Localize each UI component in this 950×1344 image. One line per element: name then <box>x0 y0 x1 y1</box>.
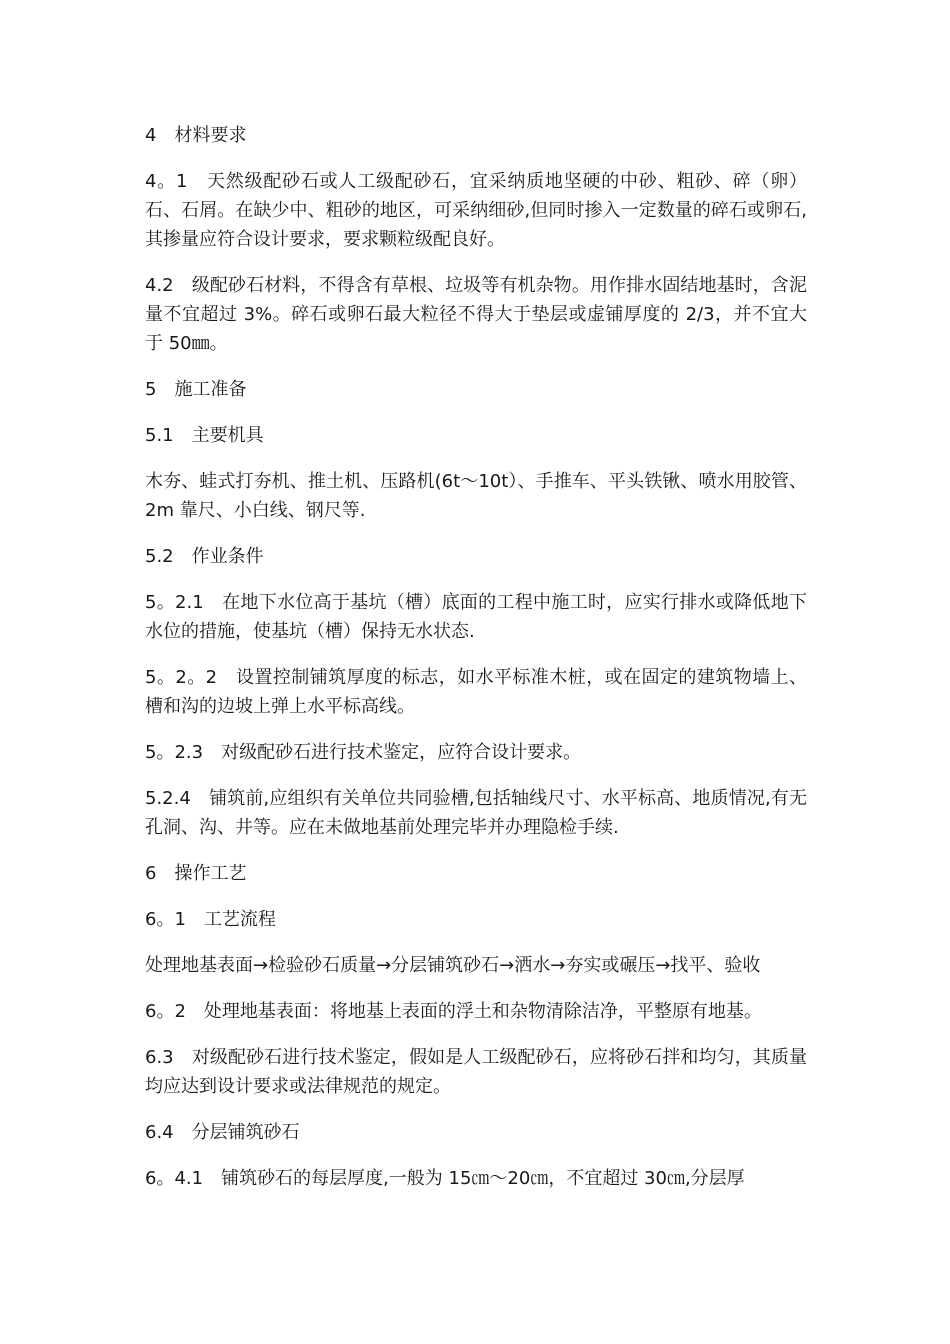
paragraph-5-1-tools: 木夯、蛙式打夯机、推土机、压路机(6t～10t）、手推车、平头铁锹、喷水用胶管、2m 靠尺、小白线、钢尺等. <box>145 471 807 521</box>
subheading-6-4: 6.4 分层铺筑砂石 <box>145 1122 300 1143</box>
paragraph-4-2: 4.2 级配砂石材料，不得含有草根、垃圾等有机杂物。用作排水固结地基时，含泥量不宜超过 3%。碎石或卵石最大粒径不得大于垫层或虚铺厚度的 2/3，并不宜大于 50㎜。 <box>145 275 807 354</box>
section-heading-5: 5 施工准备 <box>145 379 247 400</box>
subheading-5-2: 5.2 作业条件 <box>145 546 264 567</box>
paragraph-6-4-1: 6。4.1 铺筑砂石的每层厚度,一般为 15㎝～20㎝，不宜超过 30㎝,分层厚 <box>145 1168 745 1189</box>
section-heading-4: 4 材料要求 <box>145 125 247 146</box>
paragraph-6-1-flow: 处理地基表面→检验砂石质量→分层铺筑砂石→洒水→夯实或碾压→找平、验收 <box>145 955 761 976</box>
paragraph-6-3: 6.3 对级配砂石进行技术鉴定，假如是人工级配砂石，应将砂石拌和均匀，其质量均应达到设计要求或法律规范的规定。 <box>145 1047 807 1097</box>
subheading-6-1: 6。1 工艺流程 <box>145 909 276 930</box>
paragraph-5-2-1: 5。2.1 在地下水位高于基坑（槽）底面的工程中施工时，应实行排水或降低地下水位的措施，使基坑（槽）保持无水状态. <box>145 592 807 642</box>
document-page <box>145 121 807 1210</box>
paragraph-6-2: 6。2 处理地基表面：将地基上表面的浮土和杂物清除洁净，平整原有地基。 <box>145 1001 762 1022</box>
paragraph-5-2-3: 5。2.3 对级配砂石进行技术鉴定，应符合设计要求。 <box>145 742 582 763</box>
paragraph-4-1: 4。1 天然级配砂石或人工级配砂石，宜采纳质地坚硬的中砂、粗砂、碎（卵）石、石屑。在缺少中、粗砂的地区，可采纳细砂,但同时掺入一定数量的碎石或卵石,其掺量应符合设计要求，要求颗粒级配良好。 <box>145 171 807 250</box>
paragraph-5-2-2: 5。2。2 设置控制铺筑厚度的标志，如水平标准木桩，或在固定的建筑物墙上、槽和沟的边坡上弹上水平标高线。 <box>145 667 807 717</box>
subheading-5-1: 5.1 主要机具 <box>145 425 264 446</box>
section-heading-6: 6 操作工艺 <box>145 863 247 884</box>
paragraph-5-2-4: 5.2.4 铺筑前,应组织有关单位共同验槽,包括轴线尺寸、水平标高、地质情况,有无孔洞、沟、井等。应在未做地基前处理完毕并办理隐检手续. <box>145 788 807 838</box>
